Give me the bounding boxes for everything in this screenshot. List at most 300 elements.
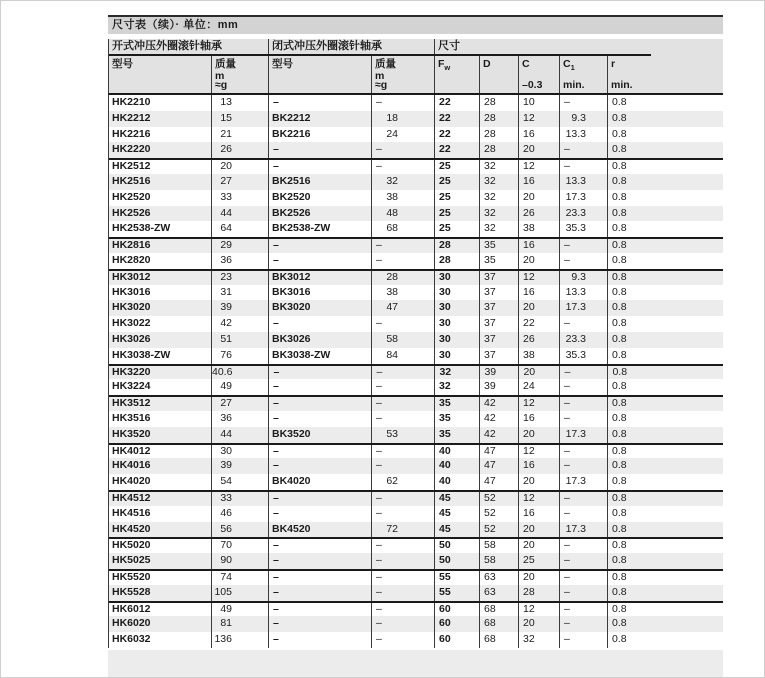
mass-closed-cell: 58 <box>371 332 434 348</box>
model-closed-cell: BK2212 <box>268 111 371 127</box>
table-row <box>109 616 723 632</box>
d-cell: 52 <box>479 522 518 538</box>
d-cell: 68 <box>479 632 518 648</box>
model-open-cell: HK2526 <box>112 206 151 219</box>
c1-cell: – <box>559 160 607 174</box>
table-row <box>109 221 723 237</box>
mass-closed-cell: 62 <box>371 474 434 490</box>
d-cell: 28 <box>479 111 518 127</box>
mass-open-cell: 64 <box>211 221 268 237</box>
r-cell: 0.8 <box>607 142 724 158</box>
mass-open-cell: 51 <box>211 332 268 348</box>
model-open-cell: HK2816 <box>112 239 151 252</box>
model-closed-cell: – <box>268 142 371 158</box>
mass-closed-cell: – <box>371 316 434 332</box>
r-cell: 0.8 <box>607 379 724 395</box>
mass-closed-cell: – <box>371 603 434 617</box>
r-cell: 0.8 <box>607 332 724 348</box>
model-closed-cell: – <box>268 603 371 617</box>
table-row <box>109 443 723 459</box>
model-closed-cell: BK3012 <box>268 271 371 285</box>
table-row <box>109 522 723 538</box>
c1-cell: 23.3 <box>559 332 607 348</box>
table-row <box>109 553 723 569</box>
fw-cell: 35 <box>434 411 479 427</box>
r-cell: 0.8 <box>607 127 724 143</box>
r-cell: 0.8 <box>607 603 724 617</box>
model-closed-cell: – <box>268 397 371 411</box>
mass-closed-cell: 38 <box>371 190 434 206</box>
model-open-cell: HK3516 <box>112 411 151 424</box>
model-open-cell: HK6032 <box>112 633 151 646</box>
model-closed-cell: – <box>268 553 371 569</box>
model-closed-cell: BK2526 <box>268 206 371 222</box>
mass-closed-cell: 53 <box>371 427 434 443</box>
mass-open-cell: 46 <box>211 506 268 522</box>
mass-open-cell: 76 <box>211 348 268 364</box>
table-row <box>109 300 723 316</box>
table-row <box>109 127 723 143</box>
d-cell: 63 <box>479 571 518 585</box>
c-cell: 20 <box>518 571 559 585</box>
column-header-mass-closed: 质量 m ≈g <box>371 56 434 93</box>
fw-cell: 50 <box>434 539 479 553</box>
d-cell: 39 <box>479 366 518 380</box>
fw-cell: 25 <box>434 221 479 237</box>
fw-cell: 50 <box>434 553 479 569</box>
d-cell: 37 <box>479 316 518 332</box>
mass-open-cell: 13 <box>211 95 268 111</box>
mass-open-cell: 44 <box>211 206 268 222</box>
mass-open-cell: 56 <box>211 522 268 538</box>
d-cell: 32 <box>479 206 518 222</box>
mass-closed-cell: 38 <box>371 285 434 301</box>
c-cell: 16 <box>518 285 559 301</box>
r-cell: 0.8 <box>607 445 724 459</box>
c1-cell: – <box>559 458 607 474</box>
c1-cell: – <box>559 445 607 459</box>
table-row <box>109 174 723 190</box>
model-closed-cell: – <box>268 160 371 174</box>
c-cell: 24 <box>518 379 559 395</box>
group-header-open-bearings: 开式冲压外圈滚针轴承 <box>112 40 222 52</box>
c1-cell: – <box>559 95 607 111</box>
mass-open-cell: 105 <box>211 585 268 601</box>
c-cell: 20 <box>518 190 559 206</box>
c-cell: 12 <box>518 445 559 459</box>
c1-cell: 23.3 <box>559 206 607 222</box>
mass-closed-cell: 84 <box>371 348 434 364</box>
model-closed-cell: – <box>268 616 371 632</box>
d-cell: 32 <box>479 221 518 237</box>
c-cell: 20 <box>518 366 559 380</box>
r-cell: 0.8 <box>607 522 724 538</box>
table-row <box>109 490 723 506</box>
c1-cell: – <box>559 603 607 617</box>
table-row <box>109 379 723 395</box>
fw-cell: 40 <box>434 474 479 490</box>
mass-closed-cell: – <box>371 632 434 648</box>
r-cell: 0.8 <box>607 616 724 632</box>
column-header-row <box>109 56 723 93</box>
d-cell: 58 <box>479 539 518 553</box>
r-cell: 0.8 <box>607 160 724 174</box>
mass-closed-cell: – <box>371 506 434 522</box>
c1-cell: – <box>559 411 607 427</box>
table-row <box>109 364 723 380</box>
r-cell: 0.8 <box>607 348 724 364</box>
r-cell: 0.8 <box>607 174 724 190</box>
c1-cell: – <box>559 506 607 522</box>
column-header-model-open: 型号 <box>112 58 133 70</box>
c1-cell: – <box>559 316 607 332</box>
fw-cell: 30 <box>434 348 479 364</box>
fw-cell: 32 <box>434 379 479 395</box>
mass-closed-cell: – <box>371 253 434 269</box>
model-open-cell: HK2538-ZW <box>112 222 171 235</box>
mass-open-cell: 40.6 <box>211 366 268 380</box>
model-open-cell: HK6020 <box>112 617 151 630</box>
table-row <box>109 158 723 174</box>
mass-closed-cell: – <box>371 239 434 253</box>
table-row <box>109 506 723 522</box>
d-cell: 37 <box>479 285 518 301</box>
c-cell: 16 <box>518 239 559 253</box>
mass-closed-cell: 32 <box>371 174 434 190</box>
model-open-cell: HK4512 <box>112 491 151 504</box>
mass-closed-cell: 28 <box>371 271 434 285</box>
model-open-cell: HK3022 <box>112 317 151 330</box>
c-cell: 20 <box>518 253 559 269</box>
fw-cell: 60 <box>434 632 479 648</box>
model-closed-cell: BK2520 <box>268 190 371 206</box>
d-cell: 35 <box>479 253 518 269</box>
c1-cell: 9.3 <box>559 271 607 285</box>
c1-cell: – <box>559 539 607 553</box>
table-row <box>109 269 723 285</box>
mass-closed-cell: – <box>371 571 434 585</box>
mass-open-cell: 136 <box>211 632 268 648</box>
model-closed-cell: – <box>268 458 371 474</box>
fw-cell: 25 <box>434 206 479 222</box>
mass-open-cell: 33 <box>211 492 268 506</box>
d-cell: 42 <box>479 411 518 427</box>
d-cell: 28 <box>479 142 518 158</box>
c1-cell: – <box>559 253 607 269</box>
mass-open-cell: 42 <box>211 316 268 332</box>
c1-cell: – <box>559 142 607 158</box>
c1-cell: 13.3 <box>559 174 607 190</box>
mass-closed-cell: – <box>371 585 434 601</box>
group-header-closed-bearings: 闭式冲压外圈滚针轴承 <box>268 39 434 54</box>
model-closed-cell: BK3020 <box>268 300 371 316</box>
r-cell: 0.8 <box>607 506 724 522</box>
footer-band <box>108 650 723 677</box>
c-cell: 16 <box>518 411 559 427</box>
model-closed-cell: BK4520 <box>268 522 371 538</box>
mass-closed-cell: – <box>371 492 434 506</box>
c-cell: 20 <box>518 522 559 538</box>
model-closed-cell: – <box>268 316 371 332</box>
mass-closed-cell: – <box>371 379 434 395</box>
column-header-r: r min. <box>607 56 724 93</box>
model-closed-cell: – <box>268 571 371 585</box>
model-closed-cell: – <box>268 632 371 648</box>
model-closed-cell: BK2516 <box>268 174 371 190</box>
fw-cell: 30 <box>434 332 479 348</box>
group-header-dimensions: 尺寸 <box>434 39 723 54</box>
r-cell: 0.8 <box>607 427 724 443</box>
mass-open-cell: 21 <box>211 127 268 143</box>
c1-cell: – <box>559 492 607 506</box>
c-cell: 20 <box>518 616 559 632</box>
model-open-cell: HK2210 <box>112 96 151 108</box>
c-cell: 20 <box>518 300 559 316</box>
table-row <box>109 253 723 269</box>
d-cell: 32 <box>479 160 518 174</box>
r-cell: 0.8 <box>607 474 724 490</box>
model-open-cell: HK2520 <box>112 190 151 203</box>
model-closed-cell: BK2216 <box>268 127 371 143</box>
mass-open-cell: 30 <box>211 445 268 459</box>
d-cell: 68 <box>479 616 518 632</box>
model-closed-cell: BK3026 <box>268 332 371 348</box>
table-row <box>109 585 723 601</box>
c1-cell: 17.3 <box>559 300 607 316</box>
model-open-cell: HK4516 <box>112 506 151 519</box>
c-cell: 12 <box>518 111 559 127</box>
d-cell: 28 <box>479 95 518 111</box>
model-open-cell: HK6012 <box>112 602 151 615</box>
r-cell: 0.8 <box>607 539 724 553</box>
c-cell: 26 <box>518 206 559 222</box>
r-cell: 0.8 <box>607 632 724 648</box>
c1-cell: 17.3 <box>559 190 607 206</box>
mass-open-cell: 54 <box>211 474 268 490</box>
c-cell: 20 <box>518 539 559 553</box>
model-closed-cell: – <box>268 253 371 269</box>
model-open-cell: HK4016 <box>112 459 151 472</box>
c1-cell: – <box>559 632 607 648</box>
r-cell: 0.8 <box>607 95 724 111</box>
model-open-cell: HK3020 <box>112 301 151 314</box>
mass-closed-cell: – <box>371 445 434 459</box>
model-open-cell: HK5528 <box>112 585 151 598</box>
mass-closed-cell: 48 <box>371 206 434 222</box>
table-row <box>109 537 723 553</box>
model-closed-cell: – <box>268 239 371 253</box>
mass-open-cell: 39 <box>211 458 268 474</box>
fw-cell: 32 <box>434 366 479 380</box>
model-open-cell: HK2820 <box>112 253 151 266</box>
c-cell: 12 <box>518 492 559 506</box>
d-cell: 37 <box>479 271 518 285</box>
fw-cell: 25 <box>434 174 479 190</box>
mass-open-cell: 33 <box>211 190 268 206</box>
fw-cell: 40 <box>434 445 479 459</box>
c1-cell: 17.3 <box>559 427 607 443</box>
mass-closed-cell: – <box>371 142 434 158</box>
c-cell: 26 <box>518 332 559 348</box>
model-open-cell: HK3026 <box>112 332 151 345</box>
model-open-cell: HK3520 <box>112 427 151 440</box>
table-row <box>109 111 723 127</box>
mass-closed-cell: – <box>371 411 434 427</box>
c1-cell: 35.3 <box>559 221 607 237</box>
r-cell: 0.8 <box>607 316 724 332</box>
table-title-band <box>108 17 723 34</box>
c-cell: 20 <box>518 474 559 490</box>
mass-closed-cell: – <box>371 539 434 553</box>
c1-cell: – <box>559 239 607 253</box>
r-cell: 0.8 <box>607 111 724 127</box>
r-cell: 0.8 <box>607 585 724 601</box>
r-cell: 0.8 <box>607 285 724 301</box>
model-closed-cell: BK2538-ZW <box>268 221 371 237</box>
c-cell: 16 <box>518 127 559 143</box>
table-row <box>109 142 723 158</box>
mass-open-cell: 49 <box>211 379 268 395</box>
model-open-cell: HK5025 <box>112 554 151 567</box>
model-closed-cell: BK4020 <box>268 474 371 490</box>
c1-cell: – <box>559 379 607 395</box>
c-cell: 20 <box>518 427 559 443</box>
column-header-fw: $F_w$ <box>434 56 479 93</box>
table-row <box>109 348 723 364</box>
d-cell: 42 <box>479 427 518 443</box>
mass-open-cell: 20 <box>211 160 268 174</box>
c1-cell: – <box>559 553 607 569</box>
d-cell: 37 <box>479 300 518 316</box>
table-row <box>109 474 723 490</box>
column-header-c1: $C_1$ min. <box>559 56 607 93</box>
mass-open-cell: 29 <box>211 239 268 253</box>
fw-cell: 30 <box>434 316 479 332</box>
r-cell: 0.8 <box>607 492 724 506</box>
d-cell: 37 <box>479 348 518 364</box>
table-row <box>109 206 723 222</box>
mass-closed-cell: – <box>371 458 434 474</box>
fw-cell: 25 <box>434 190 479 206</box>
fw-cell: 28 <box>434 253 479 269</box>
model-closed-cell: BK3520 <box>268 427 371 443</box>
c1-cell: 17.3 <box>559 474 607 490</box>
r-cell: 0.8 <box>607 206 724 222</box>
mass-open-cell: 39 <box>211 300 268 316</box>
mass-closed-cell: 72 <box>371 522 434 538</box>
fw-cell: 22 <box>434 142 479 158</box>
fw-cell: 55 <box>434 585 479 601</box>
mass-closed-cell: – <box>371 366 434 380</box>
table-title: 尺寸表（续）· 单位：mm <box>112 19 239 31</box>
model-open-cell: HK2220 <box>112 143 151 156</box>
mass-closed-cell: 24 <box>371 127 434 143</box>
model-closed-cell: BK3038-ZW <box>268 348 371 364</box>
fw-cell: 40 <box>434 458 479 474</box>
table-row <box>109 569 723 585</box>
mass-open-cell: 70 <box>211 539 268 553</box>
c-cell: 28 <box>518 585 559 601</box>
fw-cell: 60 <box>434 616 479 632</box>
mass-open-cell: 27 <box>211 397 268 411</box>
c1-cell: – <box>559 585 607 601</box>
dimension-table-section <box>108 15 723 677</box>
model-closed-cell: – <box>268 539 371 553</box>
c-cell: 10 <box>518 95 559 111</box>
d-cell: 47 <box>479 458 518 474</box>
mass-closed-cell: – <box>371 95 434 111</box>
table-row <box>109 395 723 411</box>
fw-cell: 30 <box>434 285 479 301</box>
table-row <box>109 237 723 253</box>
c-cell: 25 <box>518 553 559 569</box>
mass-open-cell: 27 <box>211 174 268 190</box>
c-cell: 12 <box>518 271 559 285</box>
c1-cell: – <box>559 571 607 585</box>
mass-closed-cell: – <box>371 397 434 411</box>
fw-cell: 35 <box>434 427 479 443</box>
table-row <box>109 411 723 427</box>
model-open-cell: HK3220 <box>112 365 151 378</box>
d-cell: 28 <box>479 127 518 143</box>
fw-cell: 55 <box>434 571 479 585</box>
fw-cell: 60 <box>434 603 479 617</box>
table-header <box>108 39 723 95</box>
model-open-cell: HK4012 <box>112 444 151 457</box>
c-cell: 12 <box>518 397 559 411</box>
d-cell: 32 <box>479 174 518 190</box>
mass-closed-cell: 47 <box>371 300 434 316</box>
model-open-cell: HK5520 <box>112 570 151 583</box>
table-row <box>109 601 723 617</box>
fw-cell: 45 <box>434 506 479 522</box>
fw-cell: 22 <box>434 127 479 143</box>
column-header-d: D <box>479 56 518 93</box>
r-cell: 0.8 <box>607 239 724 253</box>
r-cell: 0.8 <box>607 221 724 237</box>
d-cell: 32 <box>479 190 518 206</box>
table-row <box>109 632 723 648</box>
mass-open-cell: 31 <box>211 285 268 301</box>
fw-cell: 22 <box>434 111 479 127</box>
c1-cell: 35.3 <box>559 348 607 364</box>
c1-cell: – <box>559 397 607 411</box>
model-closed-cell: BK3016 <box>268 285 371 301</box>
c-cell: 16 <box>518 174 559 190</box>
c-cell: 12 <box>518 603 559 617</box>
mass-open-cell: 81 <box>211 616 268 632</box>
c-cell: 32 <box>518 632 559 648</box>
mass-open-cell: 15 <box>211 111 268 127</box>
fw-cell: 28 <box>434 239 479 253</box>
c1-cell: – <box>559 616 607 632</box>
model-open-cell: HK4520 <box>112 522 151 535</box>
group-header-row <box>109 39 723 54</box>
model-open-cell: HK3512 <box>112 397 151 410</box>
c-cell: 38 <box>518 221 559 237</box>
r-cell: 0.8 <box>607 253 724 269</box>
r-cell: 0.8 <box>607 300 724 316</box>
mass-open-cell: 44 <box>211 427 268 443</box>
model-closed-cell: – <box>268 411 371 427</box>
fw-cell: 45 <box>434 492 479 506</box>
mass-open-cell: 74 <box>211 571 268 585</box>
c1-cell: 13.3 <box>559 285 607 301</box>
c1-cell: 13.3 <box>559 127 607 143</box>
c1-cell: 9.3 <box>559 111 607 127</box>
mass-closed-cell: – <box>371 616 434 632</box>
fw-cell: 30 <box>434 271 479 285</box>
